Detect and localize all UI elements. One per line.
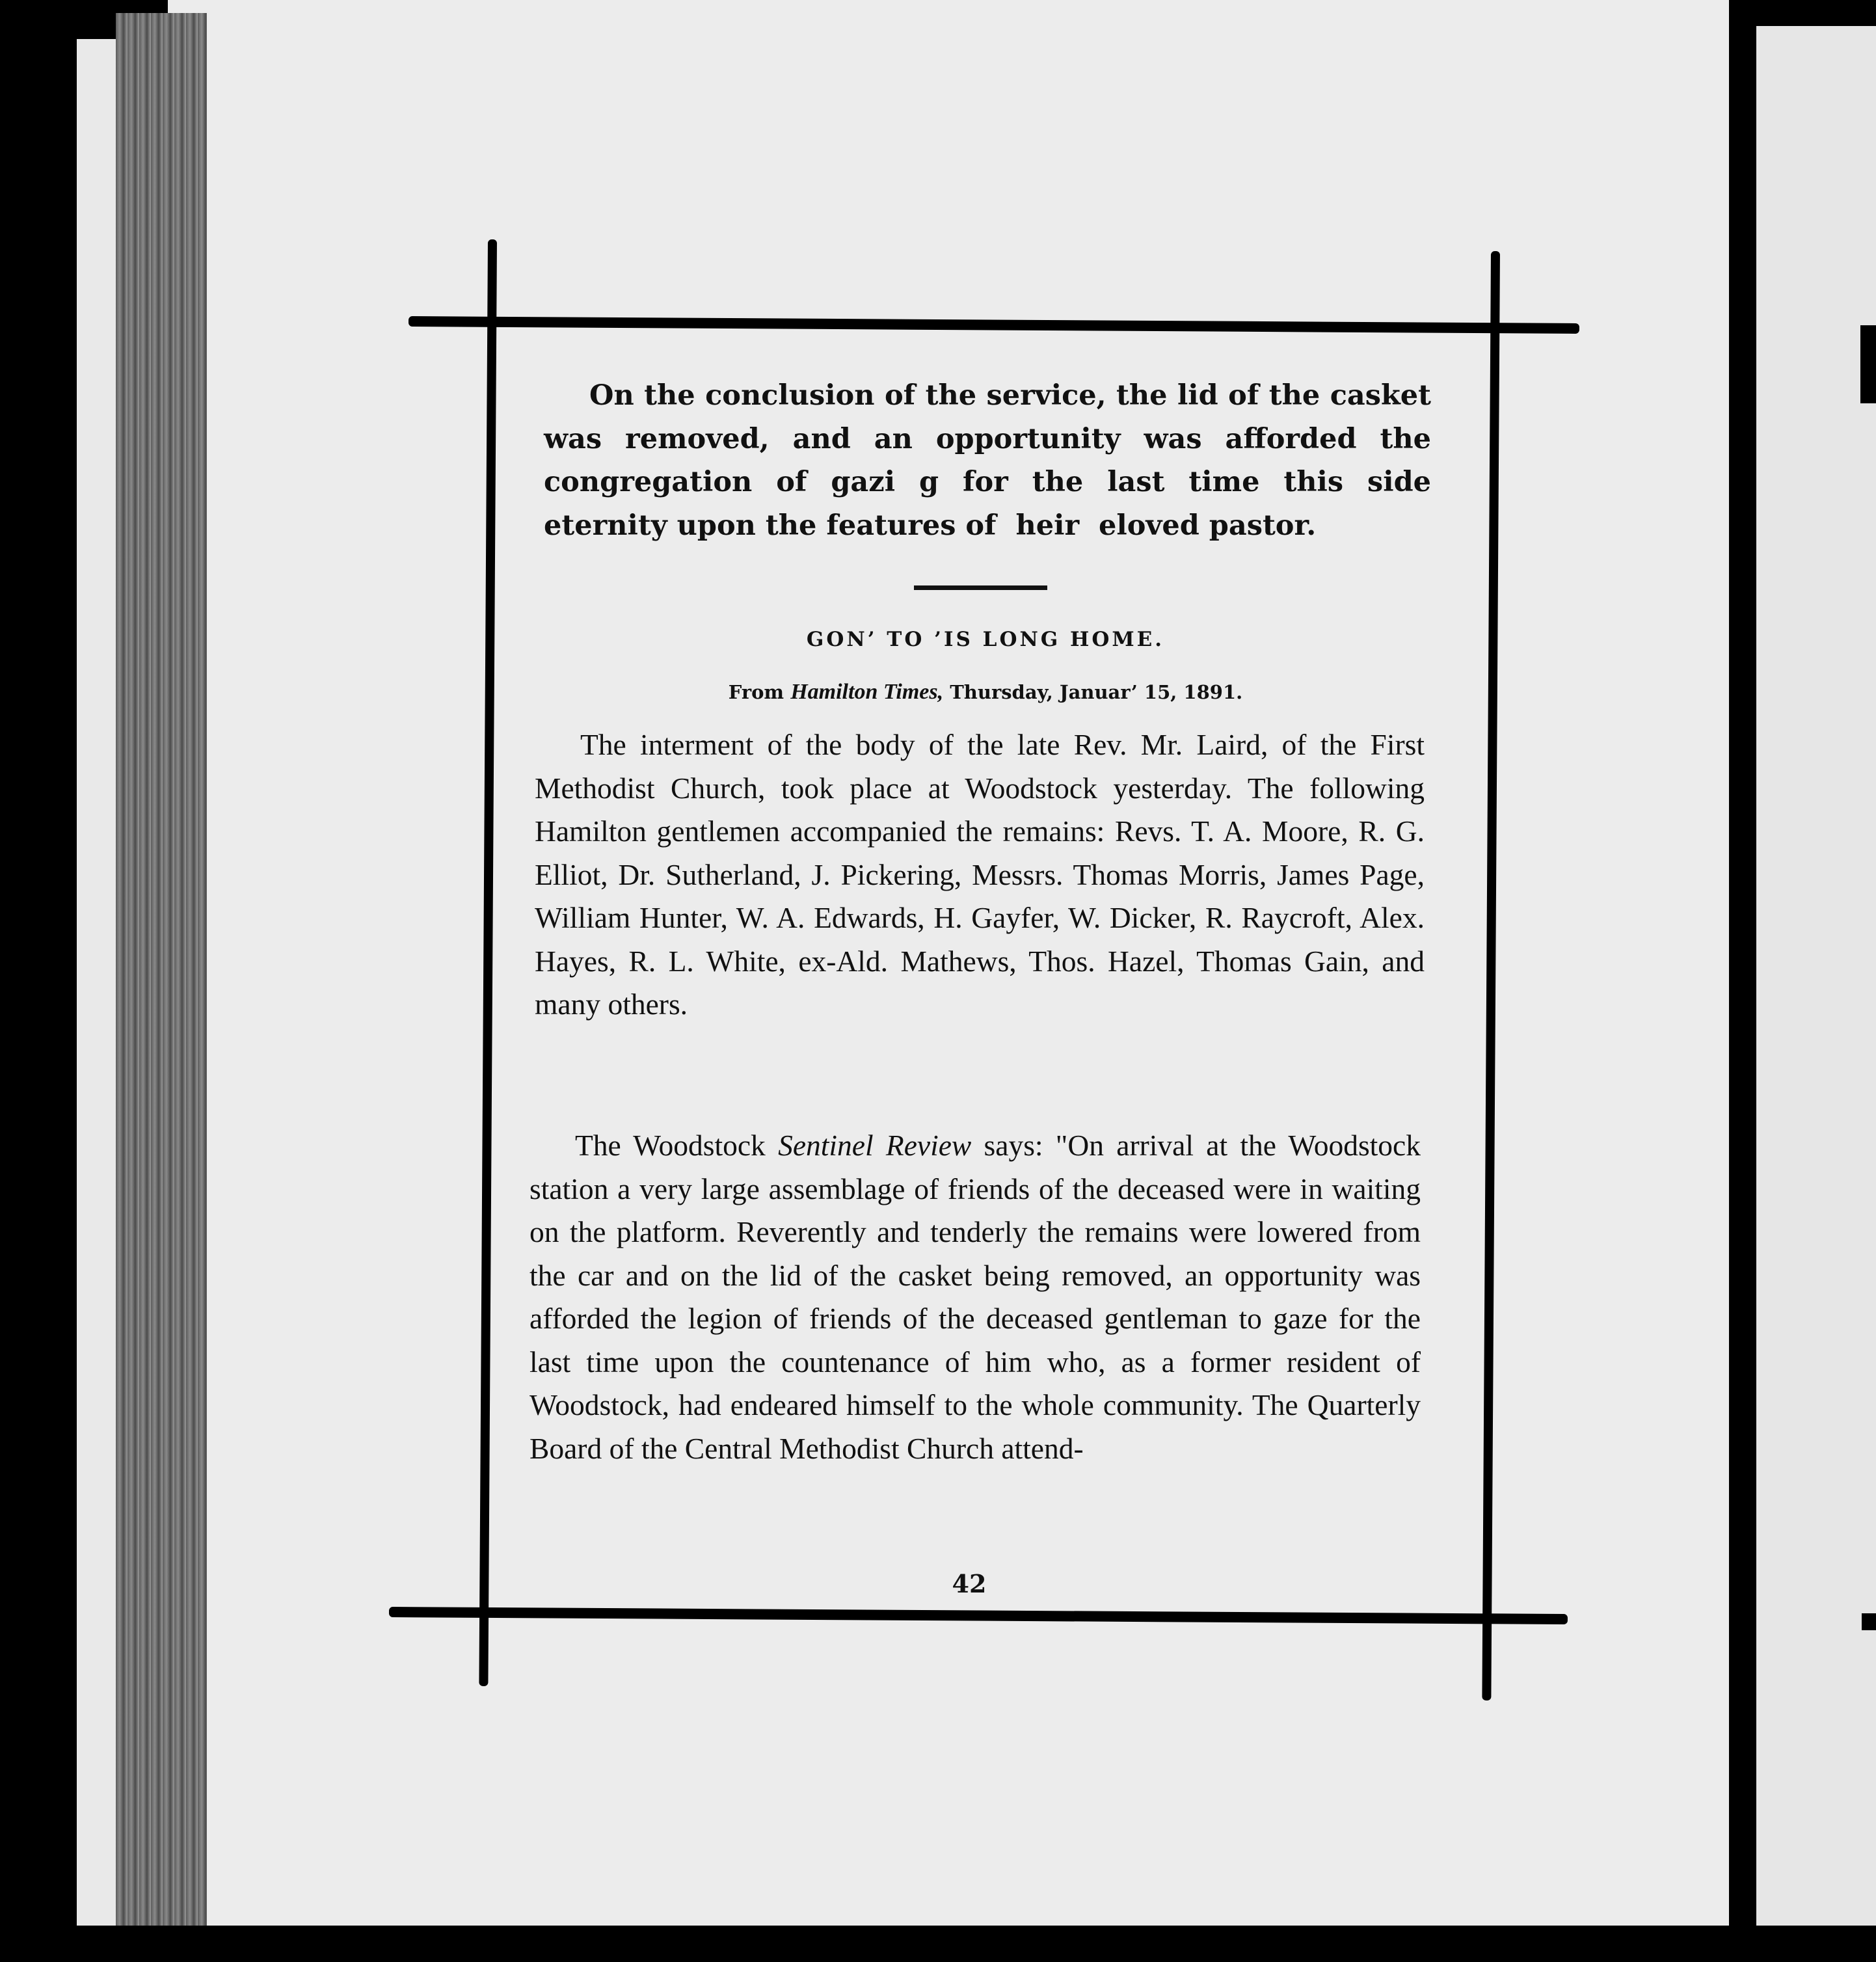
paragraph-interment: The interment of the body of the late Rev. Mr. Laird, of the First Methodist Church, took place at Woodstock yesterday. The following Hamilton gentlemen accompanied the remains: Revs. T. A. Moore, R. G. Elliot, Dr. Sutherland, J. Pickering, Messrs. Thomas Morris, James Page, William Hunter, W. A. Edwards, H. Gayfer, W. Dicker, R. Raycroft, Alex. Hayes, R. L. White, ex-Ald. Mathews, Thos. Hazel, Thomas Gain, and many others. (535, 728, 1425, 1021)
source-publication: Hamilton Times, (790, 680, 944, 704)
page-number: 42 (952, 1569, 987, 1598)
paragraph-lead: The Woodstock (575, 1129, 779, 1162)
scan-edge-mark (1860, 325, 1876, 403)
scan-left-margin (77, 39, 116, 1926)
section-heading: GON’ TO ’IS LONG HOME. (806, 628, 1165, 651)
paragraph-conclusion: On the conclusion of the service, the lid of the casket was removed, and an opportunity was afforded the congregation of gazi g for the last time this side eternity upon the features of heir elovеd pastor. (544, 379, 1431, 542)
source-line (540, 680, 1431, 705)
source-prefix: From (728, 681, 791, 703)
paragraph-sentinel-review (529, 1124, 1421, 1470)
section-divider (914, 585, 1047, 590)
paragraph-publication: Sentinel Review (778, 1129, 972, 1162)
scan-edge-mark (1862, 1613, 1876, 1630)
paragraph-body: says: "On arrival at the Woodstock station a very large assemblage of friends of the deceased were in waiting on the platform. Reverently and tenderly the remains were lowered from the car and on the lid of the casket being removed, an opportunity was afforded the legion of friends of the deceased gentleman to gaze for the last time upon the countenance of him who, as a former resident of Woodstock, had endeared himself to the whole community. The Quarterly Board of the Central Methodist Church attend- (529, 1129, 1421, 1465)
facing-page-edge (1756, 26, 1876, 1926)
book-fore-edge (116, 13, 207, 1926)
source-date: Thursday, Januar’ 15, 1891. (943, 681, 1243, 703)
